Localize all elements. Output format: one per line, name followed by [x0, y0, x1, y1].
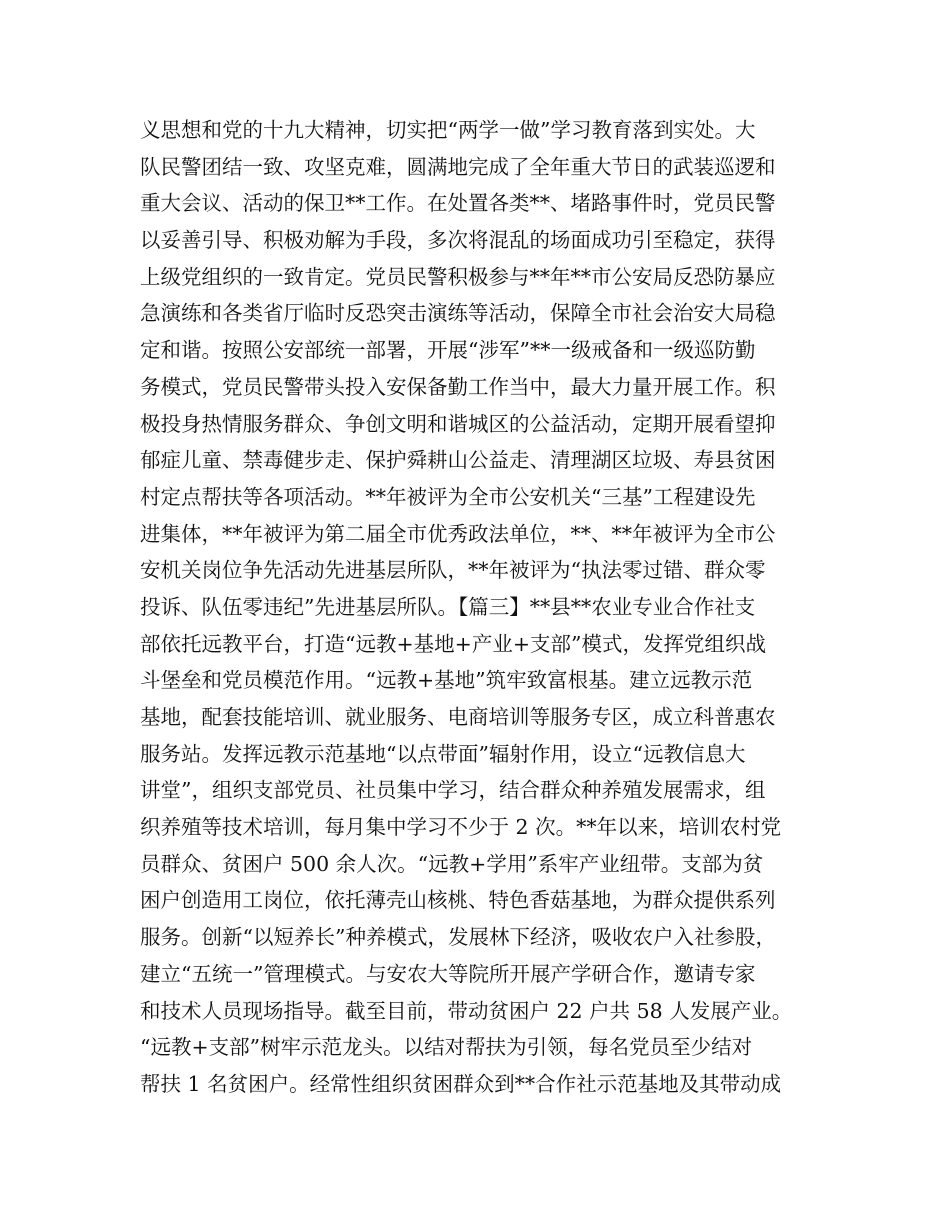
text-line: 安机关岗位争先活动先进基层所队，**年被评为“执法零过错、群众零 — [140, 558, 766, 583]
text-line: 务模式，党员民警带头投入安保备勤工作当中，最大力量开展工作。积 — [140, 374, 776, 399]
text-line: 定和谐。按照公安部统一部署，开展“涉军”**一级戒备和一级巡防勤 — [140, 338, 756, 363]
text-line: 和技术人员现场指导。截至目前，带动贫困户 22 户共 58 人发展产业。 — [140, 998, 793, 1023]
body-text — [140, 112, 830, 1103]
text-line: 帮扶 1 名贫困户。经常性组织贫困群众到**合作社示范基地及其带动成 — [140, 1071, 782, 1096]
text-line: 部依托远教平台，打造“远教+基地+产业+支部”模式，发挥党组织战 — [140, 631, 766, 656]
text-line: 村定点帮扶等各项活动。**年被评为全市公安机关“三基”工程建设先 — [140, 484, 756, 509]
text-line: 急演练和各类省厅临时反恐突击演练等活动，保障全市社会治安大局稳 — [140, 301, 776, 326]
text-line: 进集体，**年被评为第二届全市优秀政法单位，**、**年被评为全市公 — [140, 521, 776, 546]
text-line: 极投身热情服务群众、争创文明和谐城区的公益活动，定期开展看望抑 — [140, 411, 776, 436]
text-line: 投诉、队伍零违纪”先进基层所队。【篇三】**县**农业专业合作社支 — [140, 594, 756, 619]
text-line: 斗堡垒和党员模范作用。“远教+基地”筑牢致富根基。建立远教示范 — [140, 668, 753, 693]
text-line: 困户创造用工岗位，依托薄壳山核桃、特色香菇基地，为群众提供系列 — [140, 888, 776, 913]
text-line: 上级党组织的一致肯定。党员民警积极参与**年**市公安局反恐防暴应 — [140, 264, 776, 289]
text-line: 基地，配套技能培训、就业服务、电商培训等服务专区，成立科普惠农 — [140, 705, 776, 729]
text-line: 重大会议、活动的保卫**工作。在处置各类**、堵路事件时，党员民警 — [140, 191, 776, 216]
text-line: 义思想和党的十九大精神，切实把“两学一做”学习教育落到实处。大 — [140, 118, 756, 142]
text-line: 服务。创新“以短养长”种养模式，发展林下经济，吸收农户入社参股， — [140, 925, 776, 950]
text-line: 织养殖等技术培训，每月集中学习不少于 2 次。**年以来，培训农村党 — [140, 815, 782, 840]
text-line: 郁症儿童、禁毒健步走、保护舜耕山公益走、清理湖区垃圾、寿县贫困 — [140, 448, 776, 473]
text-line: 队民警团结一致、攻坚克难，圆满地完成了全年重大节日的武装巡逻和 — [140, 154, 776, 179]
text-line: 以妥善引导、积极劝解为手段，多次将混乱的场面成功引至稳定，获得 — [140, 228, 776, 253]
text-line: 服务站。发挥远教示范基地“以点带面”辐射作用，设立“远教信息大 — [140, 741, 746, 766]
text-line: “远教+支部”树牢示范龙头。以结对帮扶为引领，每名党员至少结对 — [140, 1035, 753, 1060]
text-line: 讲堂”，组织支部党员、社员集中学习，结合群众种养殖发展需求，组 — [140, 778, 766, 803]
text-line: 员群众、贫困户 500 余人次。“远教+学用”系牢产业纽带。支部为贫 — [140, 851, 764, 876]
text-line: 建立“五统一”管理模式。与安农大等院所开展产学研合作，邀请专家 — [140, 961, 756, 986]
